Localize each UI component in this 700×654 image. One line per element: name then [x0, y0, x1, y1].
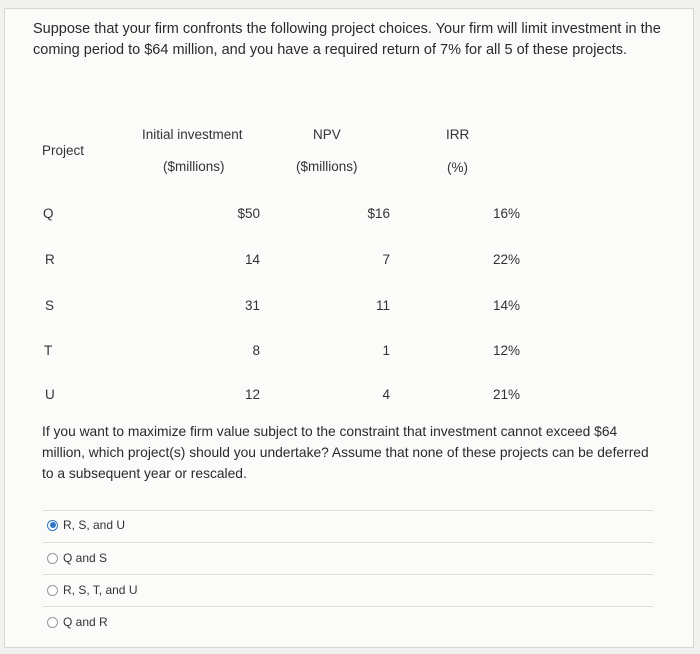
row-u-project: U [45, 387, 55, 402]
row-q-npv: $16 [367, 206, 390, 221]
row-t-investment: 8 [252, 343, 260, 358]
option-label: Q and R [63, 615, 108, 629]
row-s-project: S [45, 298, 55, 313]
header-npv-unit: ($millions) [296, 159, 358, 174]
row-u-npv: 4 [382, 387, 390, 402]
option-label: R, S, and U [63, 518, 126, 532]
option-label: Q and S [63, 551, 108, 565]
row-r-npv: 7 [382, 252, 390, 267]
row-r-project: R [45, 252, 55, 267]
header-project: Project [42, 143, 85, 158]
row-u-investment: 12 [244, 387, 260, 402]
row-r-irr: 22% [492, 252, 520, 267]
header-investment-unit: ($millions) [163, 159, 225, 174]
options-divider [43, 606, 653, 607]
header-irr: IRR [446, 127, 470, 142]
options-divider [43, 542, 653, 543]
radio-icon[interactable] [47, 553, 58, 564]
problem-statement: Suppose that your firm confronts the following project choices. Your firm will limit investment in the coming period to $64 million, and you have a required return of 7% for all 5 of these projects. [33, 21, 661, 58]
row-q-irr: 16% [492, 206, 520, 221]
row-u-irr: 21% [492, 387, 520, 402]
row-t-npv: 1 [382, 343, 390, 358]
row-q-project: Q [43, 206, 54, 221]
radio-selected-icon[interactable] [47, 520, 58, 531]
option-q-s[interactable] [47, 551, 107, 565]
radio-icon[interactable] [47, 617, 58, 628]
header-investment: Initial investment [142, 127, 243, 142]
options-divider-top [43, 510, 653, 511]
header-irr-unit: (%) [447, 160, 468, 175]
options-divider [43, 574, 653, 575]
row-s-investment: 31 [244, 298, 260, 313]
question-text: If you want to maximize firm value subject to the constraint that investment cannot exceed $64 million, which project(s) should you undertake? Assume that none of these projects can be deferred to a subsequent year or rescaled. [42, 424, 649, 481]
radio-icon[interactable] [47, 585, 58, 596]
option-r-s-t-u[interactable] [47, 583, 137, 597]
row-t-irr: 12% [492, 343, 520, 358]
row-s-irr: 14% [492, 298, 520, 313]
row-r-investment: 14 [244, 252, 260, 267]
option-label: R, S, T, and U [63, 583, 138, 597]
option-r-s-u[interactable] [47, 518, 125, 532]
header-npv: NPV [313, 127, 341, 142]
row-q-investment: $50 [237, 206, 260, 221]
option-q-r[interactable] [47, 615, 108, 629]
row-t-project: T [44, 343, 53, 358]
row-s-npv: 11 [375, 298, 390, 313]
question-card [4, 8, 694, 648]
